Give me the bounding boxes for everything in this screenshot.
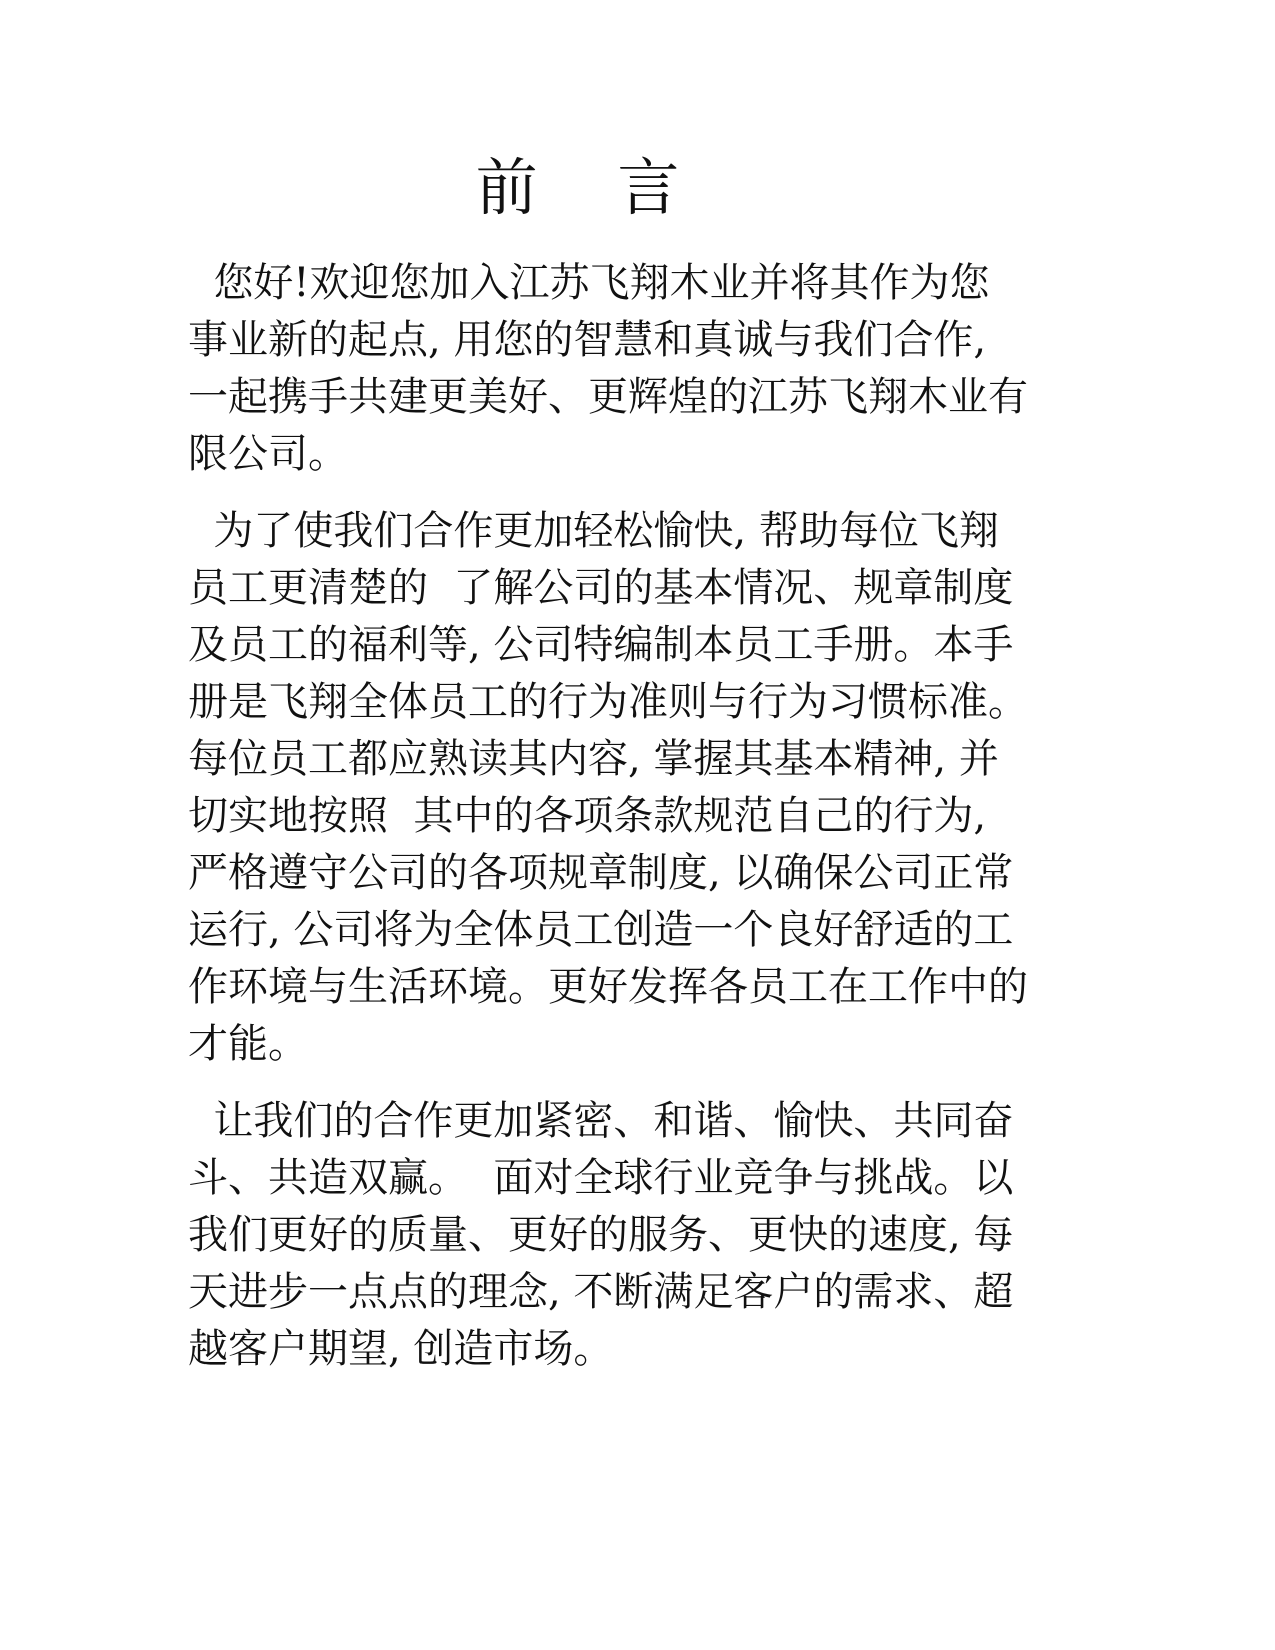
page-title: 前 言 (475, 151, 710, 224)
text-line: 我们更好的质量、更好的服务、更快的速度, 每 (188, 1212, 1014, 1258)
text-line: 为了使我们合作更加轻松愉快, 帮助每位飞翔 (188, 508, 999, 554)
text-line: 员工更清楚的 了解公司的基本情况、规章制度 (188, 565, 1014, 611)
text-line: 越客户期望, 创造市场。 (188, 1326, 614, 1372)
text-line: 限公司。 (188, 431, 348, 477)
text-line: 作环境与生活环境。更好发挥各员工在工作中的 (188, 964, 1028, 1010)
body-text (188, 255, 1078, 1398)
text-line: 及员工的福利等, 公司特编制本员工手册。本手 (188, 622, 1014, 668)
text-line: 运行, 公司将为全体员工创造一个良好舒适的工 (188, 907, 1014, 953)
text-line: 切实地按照 其中的各项条款规范自己的行为, (188, 793, 987, 839)
text-line: 册是飞翔全体员工的行为准则与行为习惯标准。 (188, 679, 1028, 725)
text-line: 天进步一点点的理念, 不断满足客户的需求、超 (188, 1269, 1014, 1315)
text-line: 让我们的合作更加紧密、和谐、愉快、共同奋 (188, 1098, 1014, 1144)
paragraph-welcome (188, 255, 1078, 483)
text-line: 斗、共造双赢。 面对全球行业竞争与挑战。以 (188, 1155, 1014, 1201)
text-line: 才能。 (188, 1021, 308, 1067)
text-line: 一起携手共建更美好、更辉煌的江苏飞翔木业有 (188, 374, 1028, 420)
text-line: 每位员工都应熟读其内容, 掌握其基本精神, 并 (188, 736, 999, 782)
paragraph-handbook-purpose (188, 503, 1078, 1073)
text-line: 严格遵守公司的各项规章制度, 以确保公司正常 (188, 850, 1014, 896)
paragraph-cooperation (188, 1093, 1078, 1378)
text-line: 事业新的起点, 用您的智慧和真诚与我们合作, (188, 317, 987, 363)
text-line: 您好!欢迎您加入江苏飞翔木业并将其作为您 (188, 260, 990, 306)
